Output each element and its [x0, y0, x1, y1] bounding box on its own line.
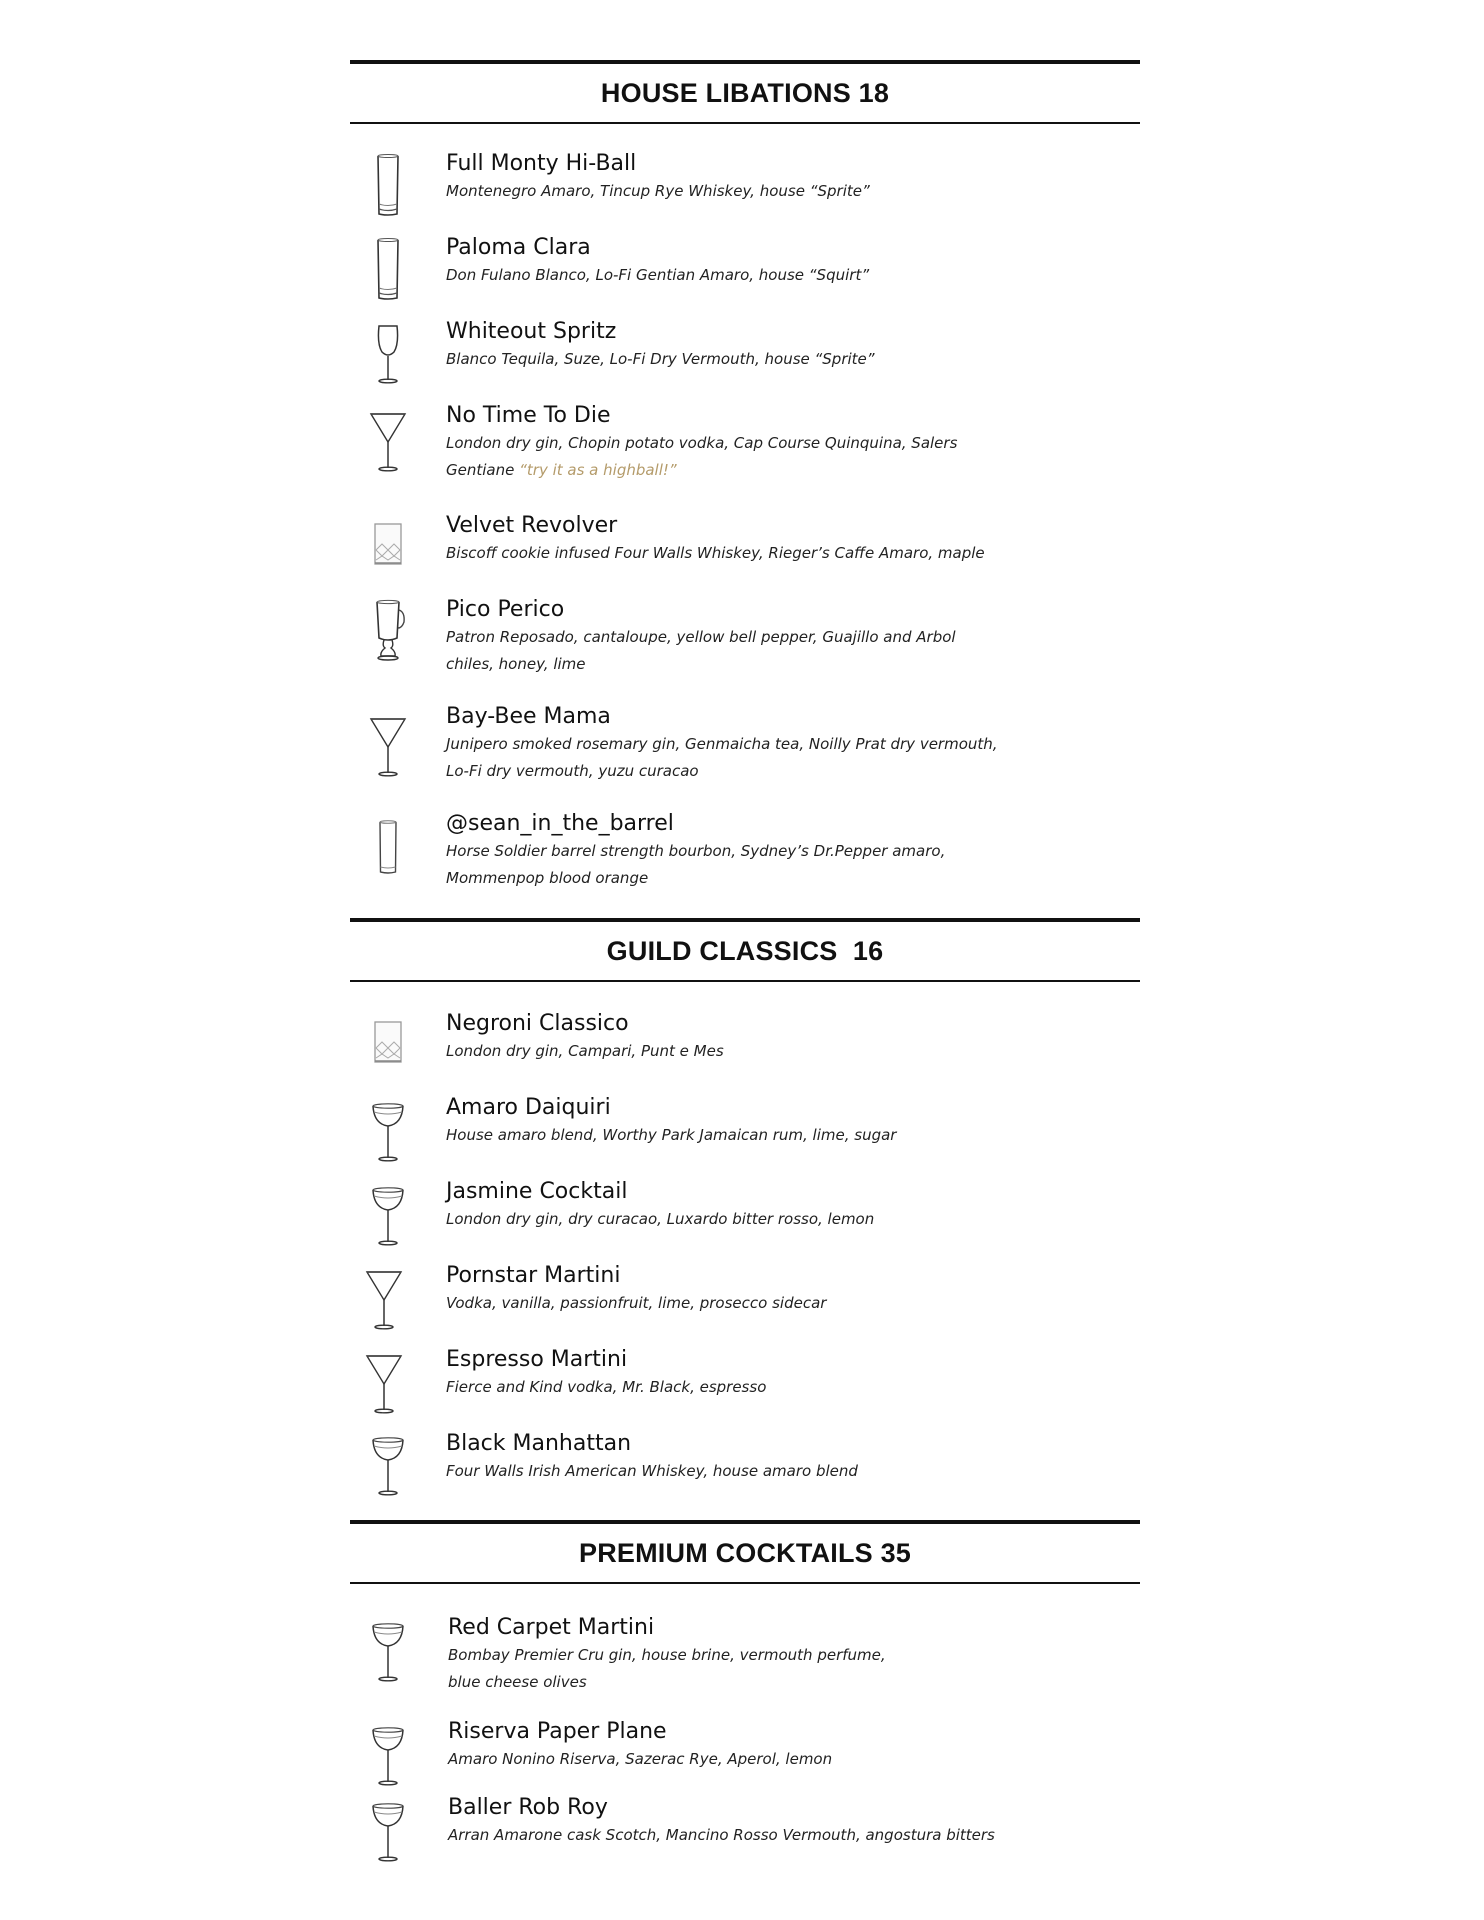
item-description: London dry gin, Campari, Punt e Mes [446, 1042, 724, 1060]
item-description: Fierce and Kind vodka, Mr. Black, espresso [446, 1378, 767, 1396]
item-description: Montenegro Amaro, Tincup Rye Whiskey, house “Sprite” [446, 182, 870, 200]
item-name: Velvet Revolver [446, 513, 618, 538]
item-note: “try it as a highball!” [519, 461, 677, 479]
item-description: Don Fulano Blanco, Lo-Fi Gentian Amaro, house “Squirt” [446, 266, 870, 284]
highball-glass-icon [368, 152, 408, 218]
section-title: HOUSE LIBATIONS 18 [600, 77, 890, 108]
item-name: Amaro Daiquiri [446, 1095, 611, 1120]
coupe-glass-icon [368, 1432, 408, 1498]
item-description [446, 430, 991, 484]
section-header [350, 60, 1140, 124]
item-name: Black Manhattan [446, 1431, 632, 1456]
item-description: London dry gin, dry curacao, Luxardo bitter rosso, lemon [446, 1210, 875, 1228]
coupe-glass-icon [368, 1098, 408, 1164]
item-description: Arran Amarone cask Scotch, Mancino Rosso Vermouth, angostura bitters [448, 1826, 995, 1844]
section-header [350, 918, 1140, 982]
section-title: GUILD CLASSICS 16 [606, 935, 884, 966]
martini-glass-icon [364, 1266, 404, 1332]
item-name: Espresso Martini [446, 1347, 628, 1372]
item-name: Baller Rob Roy [448, 1795, 608, 1820]
item-name: Jasmine Cocktail [446, 1179, 628, 1204]
section-header [350, 1520, 1140, 1584]
martini-glass-icon [368, 408, 408, 474]
section-house-libations [350, 60, 1140, 124]
item-description: Junipero smoked rosemary gin, Genmaicha tea, Noilly Prat dry vermouth, Lo-Fi dry vermouth, yuzu curacao [446, 735, 998, 780]
coupe-glass-icon [368, 1722, 408, 1788]
item-name: @sean_in_the_barrel [446, 811, 674, 836]
item-description: Four Walls Irish American Whiskey, house amaro blend [446, 1462, 858, 1480]
item-description: Biscoff cookie infused Four Walls Whiskey, Rieger’s Caffe Amaro, maple [446, 544, 985, 562]
collins-glass-icon [368, 812, 408, 878]
item-name: Pornstar Martini [446, 1263, 621, 1288]
item-description: Blanco Tequila, Suze, Lo-Fi Dry Vermouth, house “Sprite” [446, 350, 875, 368]
item-name: Riserva Paper Plane [448, 1719, 667, 1744]
coupe-glass-icon [368, 1182, 408, 1248]
item-name: Negroni Classico [446, 1011, 629, 1036]
item-name: Full Monty Hi-Ball [446, 151, 637, 176]
item-description: Vodka, vanilla, passionfruit, lime, prosecco sidecar [446, 1294, 827, 1312]
item-description: Bombay Premier Cru gin, house brine, vermouth perfume, blue cheese olives [448, 1646, 886, 1691]
wine-glass-icon [368, 320, 408, 386]
rocks-glass-icon [368, 1008, 408, 1074]
section-title: PREMIUM COCKTAILS 35 [578, 1537, 912, 1568]
item-name: No Time To Die [446, 403, 611, 428]
rocks-glass-icon [368, 510, 408, 576]
item-description: Amaro Nonino Riserva, Sazerac Rye, Aperol, lemon [448, 1750, 833, 1768]
item-name: Pico Perico [446, 597, 565, 622]
section-guild-classics [350, 918, 1140, 982]
coupe-glass-icon [368, 1618, 408, 1684]
highball-glass-icon [368, 236, 408, 302]
item-name: Bay-Bee Mama [446, 704, 611, 729]
section-premium-cocktails [350, 1520, 1140, 1584]
martini-glass-icon [368, 713, 408, 779]
item-name: Whiteout Spritz [446, 319, 617, 344]
martini-glass-icon [364, 1350, 404, 1416]
irish-coffee-glass-icon [368, 598, 408, 664]
item-description: Horse Soldier barrel strength bourbon, Sydney’s Dr.Pepper amaro, Mommenpop blood orange [446, 842, 946, 887]
item-description: House amaro blend, Worthy Park Jamaican rum, lime, sugar [446, 1126, 897, 1144]
item-description: Patron Reposado, cantaloupe, yellow bell pepper, Guajillo and Arbol chiles, honey, lime [446, 628, 956, 673]
coupe-glass-icon [368, 1798, 408, 1864]
item-name: Red Carpet Martini [448, 1615, 655, 1640]
item-description-text: London dry gin, Chopin potato vodka, Cap Course Quinquina, Salers Gentiane [446, 434, 958, 479]
item-name: Paloma Clara [446, 235, 591, 260]
